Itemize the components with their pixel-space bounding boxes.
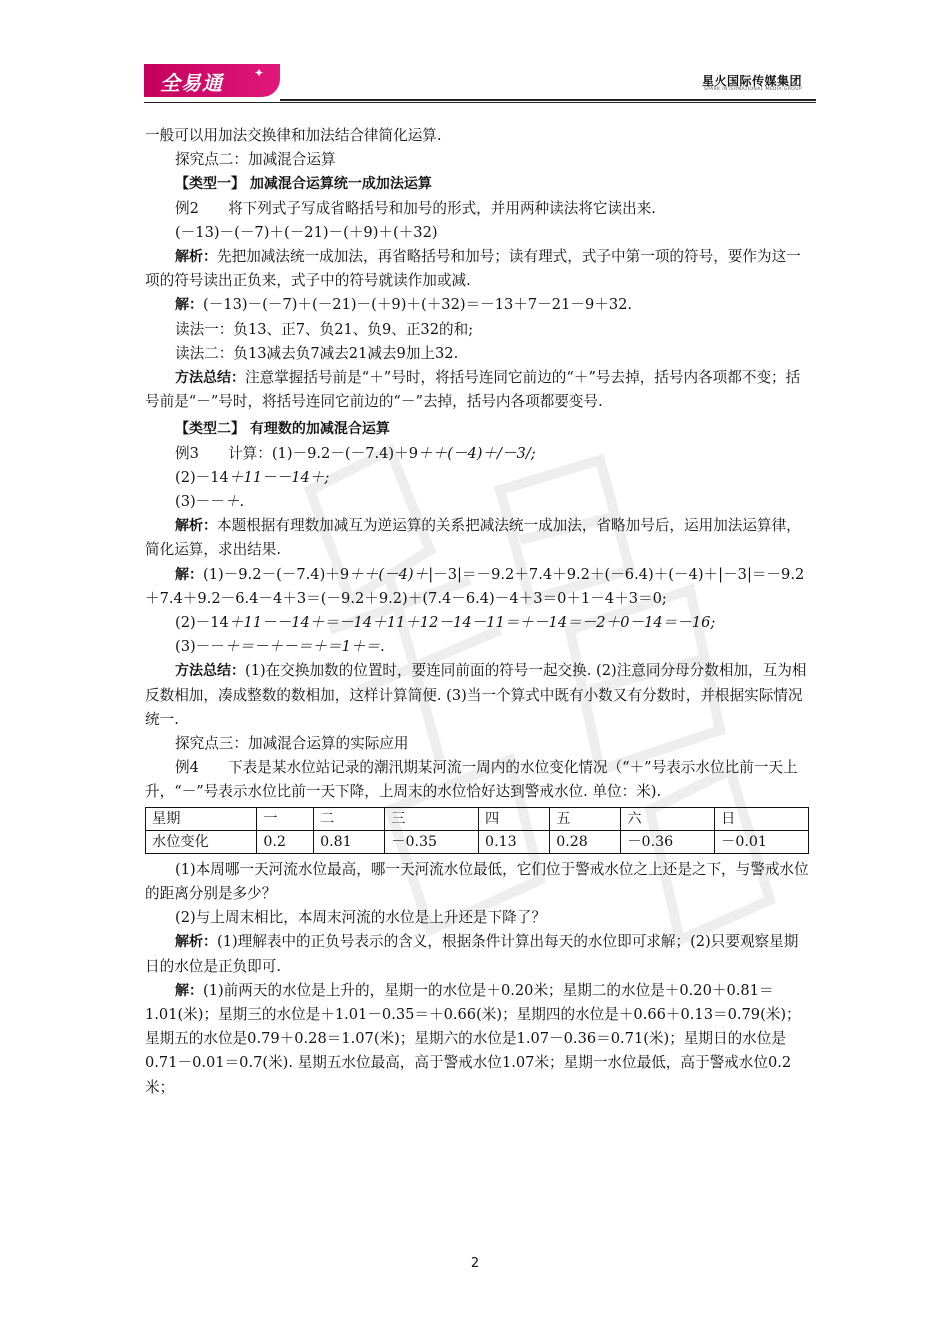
section-heading: 探究点三：加减混合运算的实际应用 bbox=[175, 735, 409, 753]
analysis-paragraph bbox=[145, 930, 809, 978]
solution-text: (3)－－ bbox=[175, 638, 225, 656]
summary-label: 方法总结： bbox=[175, 370, 245, 387]
summary-paragraph bbox=[145, 659, 809, 732]
solution-text-italic: ＋11－－14＋＝－14＋11＋12－14－11＝＋－14＝－2＋0－14＝－16; bbox=[228, 614, 716, 632]
solution-paragraph bbox=[145, 979, 809, 1100]
expression-line bbox=[145, 490, 809, 514]
table-cell: 日 bbox=[715, 807, 809, 830]
analysis-label: 解析： bbox=[175, 249, 217, 266]
solution-text: (1)－9.2－(－7.4)＋9 bbox=[203, 565, 350, 583]
table-cell: 0.13 bbox=[479, 830, 550, 853]
example-prompt: 例2 将下列式子写成省略括号和加号的形式，并用两种读法将它读出来. bbox=[175, 199, 656, 217]
table-cell: －0.01 bbox=[715, 830, 809, 853]
table-cell: 星期 bbox=[146, 807, 257, 830]
question-one: (1)本周哪一天河流水位最高，哪一天河流水位最低，它们位于警戒水位之上还是之下，与警戒水位的距离分别是多少？ bbox=[145, 860, 809, 902]
table-cell: 四 bbox=[479, 807, 550, 830]
expression-line bbox=[145, 466, 809, 490]
header-rule-thin bbox=[144, 102, 816, 103]
solution-text-italic: ＋＝－＋－＝＋＝1＋＝. bbox=[224, 638, 385, 656]
table-cell: 五 bbox=[550, 807, 621, 830]
example-prompt: 例4 下表是某水位站记录的潮汛期某河流一周内的水位变化情况（“＋”号表示水位比前一天上升，“－”号表示水位比前一天下降，上周末的水位恰好达到警戒水位. 单位：米). bbox=[145, 759, 798, 801]
reading-method-two: 读法二：负13减去负7减去21减去9加上32. bbox=[175, 344, 459, 362]
solution-paragraph bbox=[145, 563, 809, 611]
page-header bbox=[144, 64, 816, 104]
table-cell: 三 bbox=[385, 807, 479, 830]
table-cell: 一 bbox=[257, 807, 314, 830]
document-body bbox=[145, 124, 809, 1100]
logo-sparkle-icon: ✦ bbox=[254, 66, 265, 80]
solution-text: |－3|＝－9.2＋7.4＋9.2＋(－6.4)＋(－4)＋|－3|＝－9.2＋7.4＋9.2－6.4－4＋3＝(－9.2＋9.2)＋(7.4－6.4)－4＋3＝0＋1－4＋3＝0; bbox=[145, 565, 805, 607]
table-cell: 0.2 bbox=[257, 830, 314, 853]
logo-text: 全易通 bbox=[160, 71, 223, 95]
table-cell: 0.81 bbox=[314, 830, 385, 853]
publisher-subtitle: SPARK INTERNATIONAL MEDIA GROUP bbox=[704, 87, 802, 92]
solution-line bbox=[145, 635, 809, 659]
type-heading: 【类型一】 加减混合运算统一成加法运算 bbox=[175, 176, 432, 193]
table-cell: 0.28 bbox=[550, 830, 621, 853]
header-rule bbox=[280, 99, 816, 101]
solution-text: (－13)－(－7)＋(－21)－(＋9)＋(＋32)＝－13＋7－21－9＋32. bbox=[203, 296, 633, 314]
solution-label: 解： bbox=[175, 297, 203, 314]
expression-text: (2)－14 bbox=[175, 468, 229, 486]
table-row bbox=[146, 830, 809, 853]
analysis-label: 解析： bbox=[175, 518, 217, 535]
analysis-paragraph bbox=[145, 245, 809, 293]
expression-text-italic: ＋11－－14＋; bbox=[228, 468, 330, 486]
brand-logo bbox=[144, 64, 280, 97]
section-heading: 探究点二：加减混合运算 bbox=[175, 151, 336, 169]
summary-label: 方法总结： bbox=[175, 663, 245, 680]
analysis-text: (1)理解表中的正负号表示的含义，根据条件计算出每天的水位即可求解；(2)只要观察星期日的水位是正负即可. bbox=[145, 933, 799, 975]
expression-line: (－13)－(－7)＋(－21)－(＋9)＋(＋32) bbox=[175, 223, 438, 241]
table-cell: 六 bbox=[621, 807, 715, 830]
reading-method-one: 读法一：负13、正7、负21、负9、正32的和; bbox=[175, 320, 474, 338]
solution-line bbox=[145, 611, 809, 635]
analysis-text: 先把加减法统一成加法，再省略括号和加号；读有理式，式子中第一项的符号，要作为这一项的符号读出正负来，式子中的符号就读作加或减. bbox=[145, 248, 801, 290]
publisher-name: 星火国际传媒集团 bbox=[701, 74, 802, 88]
text-line: 一般可以用加法交换律和加法结合律简化运算. bbox=[145, 127, 442, 144]
table-cell: 二 bbox=[314, 807, 385, 830]
solution-text: (1)前两天的水位是上升的，星期一的水位是＋0.20米；星期二的水位是＋0.20＋0.81＝1.01(米)；星期三的水位是＋1.01－0.35＝＋0.66(米)；星期四的水位是＋0.66＋0.13＝0.79(米)；星期五的水位是0.79＋0.28＝1.07(米)；星期六的水位是1.07－0.36＝0.71(米)；星期日的水位是0.71－0.01＝0.7(米). 星期五水位最高，高于警戒水位1.07米；星期一水位最低，高于警戒水位0.2米； bbox=[145, 981, 801, 1096]
analysis-paragraph bbox=[145, 514, 809, 562]
solution-paragraph bbox=[145, 293, 809, 317]
page-number: 2 bbox=[470, 1256, 480, 1271]
solution-label: 解： bbox=[175, 982, 203, 999]
summary-paragraph bbox=[145, 366, 809, 414]
solution-text-italic: ＋＋(－4)＋ bbox=[349, 565, 429, 583]
solution-text: (2)－14 bbox=[175, 614, 229, 632]
analysis-text: 本题根据有理数加减互为逆运算的关系把减法统一成加法，省略加号后，运用加法运算律，简化运算，求出结果. bbox=[145, 517, 801, 559]
example-text-italic: ＋＋(－4)＋/－3/; bbox=[418, 444, 536, 462]
example-text: 例3 计算：(1)－9.2－(－7.4)＋9 bbox=[175, 444, 418, 462]
summary-text: 注意掌握括号前是“＋”号时，将括号连同它前边的“＋”号去掉，括号内各项都不变；括号前是“－”号时，将括号连同它前边的“－”去掉，括号内各项都要变号. bbox=[145, 369, 801, 411]
example-prompt bbox=[145, 442, 809, 466]
expression-text: (3)－－ bbox=[175, 493, 225, 511]
water-level-table bbox=[145, 807, 809, 854]
table-header-row bbox=[146, 807, 809, 830]
question-two: (2)与上周末相比，本周末河流的水位是上升还是下降了？ bbox=[175, 909, 546, 927]
summary-text: (1)在交换加数的位置时，要连同前面的符号一起交换. (2)注意同分母分数相加，互为相反数相加，凑成整数的数相加，这样计算简便. (3)当一个算式中既有小数又有分数时，并根据实际情况统一. bbox=[145, 662, 807, 728]
table-cell: －0.36 bbox=[621, 830, 715, 853]
expression-text-italic: ＋. bbox=[224, 493, 245, 511]
type-heading: 【类型二】 有理数的加减混合运算 bbox=[175, 421, 390, 438]
table-cell: 水位变化 bbox=[146, 830, 257, 853]
analysis-label: 解析： bbox=[175, 934, 217, 951]
solution-label: 解： bbox=[175, 566, 203, 583]
table-cell: －0.35 bbox=[385, 830, 479, 853]
